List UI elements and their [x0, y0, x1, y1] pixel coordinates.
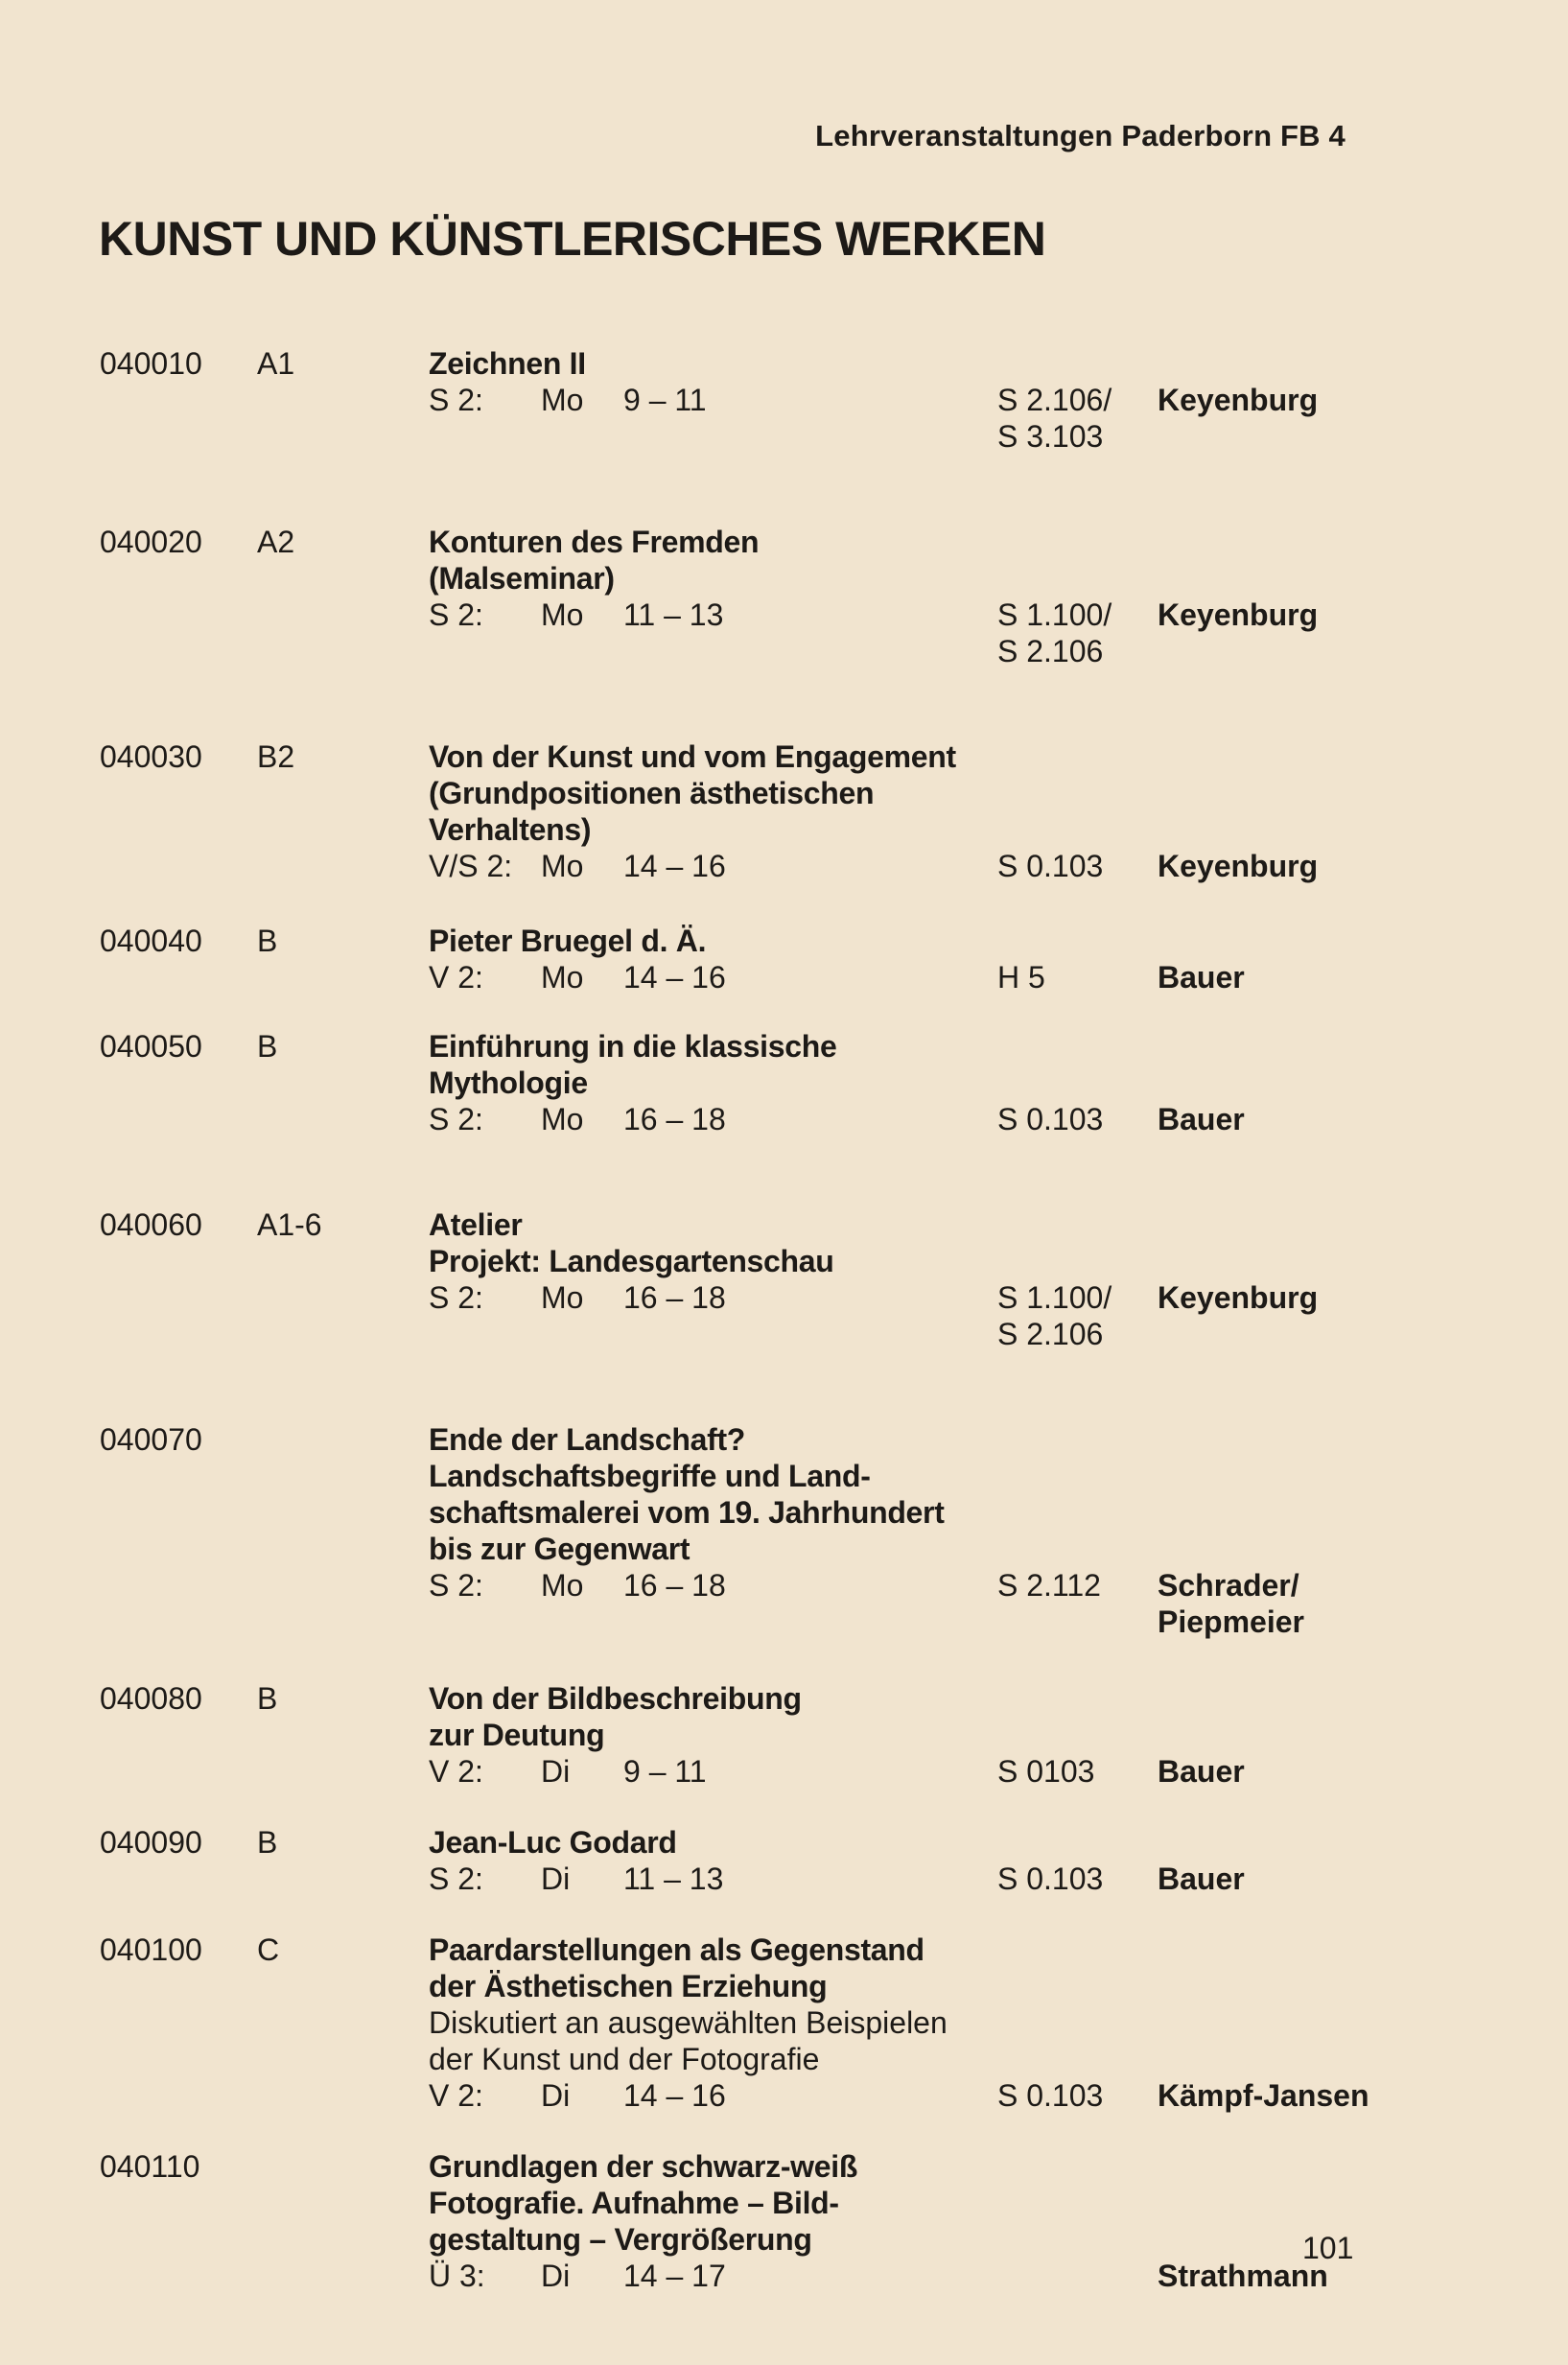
page-number: 101 [1302, 2231, 1354, 2265]
course-room [997, 1279, 1112, 1352]
course-code: B [257, 1825, 278, 1860]
course-room [997, 1567, 1101, 1604]
session-time: 16 – 18 [623, 1568, 726, 1603]
room-line: S 0.103 [997, 1862, 1104, 1896]
course-list [0, 345, 1568, 2294]
session-day: Mo [541, 1568, 584, 1603]
course-description-line: Diskutiert an ausgewählten Beispielen [429, 2005, 948, 2040]
session-type: S 2: [429, 597, 483, 632]
room-line: S 1.100/ [997, 1280, 1112, 1315]
course-entry [0, 1932, 1568, 2114]
course-title-line: Grundlagen der schwarz-weiß [429, 2149, 858, 2184]
session-time: 16 – 18 [623, 1102, 726, 1136]
course-lecturer [1158, 959, 1245, 995]
session-time: 16 – 18 [623, 1280, 726, 1315]
course-body [429, 2148, 985, 2294]
session-day: Di [541, 1754, 571, 1789]
course-body [429, 738, 985, 884]
session-day: Mo [541, 849, 584, 883]
course-lecturer [1158, 1279, 1318, 1316]
lecturer-line: Strathmann [1158, 2259, 1328, 2293]
room-line: S 1.100/ [997, 597, 1112, 632]
course-number: 040020 [100, 525, 202, 559]
course-lecturer [1158, 1753, 1245, 1790]
course-room [997, 1861, 1103, 1897]
course-room [997, 848, 1103, 884]
course-lecturer [1158, 597, 1318, 633]
session-time: 11 – 13 [623, 597, 724, 632]
course-number: 040110 [100, 2149, 200, 2184]
session-type: V 2: [429, 1754, 483, 1789]
course-body [429, 1421, 985, 1604]
room-line: S 0.103 [997, 849, 1104, 883]
course-title-line: der Ästhetischen Erziehung [429, 1969, 828, 2003]
session-day: Mo [541, 960, 584, 995]
course-code: B2 [257, 739, 295, 774]
session-time: 14 – 16 [623, 2078, 726, 2113]
session-day: Mo [541, 383, 584, 417]
session-day: Di [541, 2078, 571, 2113]
room-line: S 2.106 [997, 1317, 1104, 1351]
course-code: B [257, 924, 278, 958]
session-time: 14 – 17 [623, 2259, 726, 2293]
session-type: V/S 2: [429, 849, 513, 883]
running-header: Lehrveranstaltungen Paderborn FB 4 [815, 119, 1346, 152]
course-schedule [429, 1567, 985, 1604]
course-body [429, 524, 985, 633]
session-time: 9 – 11 [623, 383, 707, 417]
lecturer-line: Bauer [1158, 1754, 1245, 1789]
course-lecturer [1158, 848, 1318, 884]
course-entry [0, 2148, 1568, 2294]
course-schedule [429, 2258, 985, 2294]
course-title-line: Fotografie. Aufnahme – Bild- [429, 2186, 839, 2220]
course-entry [0, 524, 1568, 669]
course-title-line: Mythologie [429, 1065, 588, 1100]
course-entry [0, 1824, 1568, 1897]
course-title-line: Von der Kunst und vom Engagement [429, 739, 956, 774]
course-entry [0, 1028, 1568, 1137]
course-code: C [257, 1932, 280, 1967]
course-title-line: Zeichnen II [429, 346, 586, 381]
course-number: 040040 [100, 924, 202, 958]
course-lecturer [1158, 1101, 1245, 1137]
lecturer-line: Keyenburg [1158, 383, 1319, 417]
course-code: A1-6 [257, 1207, 322, 1242]
course-lecturer [1158, 2077, 1369, 2114]
course-schedule [429, 1279, 985, 1316]
course-body [429, 345, 985, 418]
course-title-line: Verhaltens) [429, 812, 592, 847]
course-entry [0, 1206, 1568, 1352]
session-day: Mo [541, 597, 584, 632]
course-schedule [429, 1101, 985, 1137]
course-schedule [429, 848, 985, 884]
course-title-line: (Malseminar) [429, 561, 615, 596]
course-schedule [429, 1861, 985, 1897]
course-room [997, 382, 1112, 455]
lecturer-line: Schrader/ [1158, 1568, 1299, 1603]
course-body [429, 1028, 985, 1137]
course-body [429, 1824, 985, 1897]
room-line: S 0.103 [997, 1102, 1104, 1136]
course-number: 040060 [100, 1207, 202, 1242]
course-title-line: bis zur Gegenwart [429, 1532, 690, 1566]
course-title-line: Jean-Luc Godard [429, 1825, 677, 1860]
course-title-line: zur Deutung [429, 1718, 605, 1752]
session-type: V 2: [429, 2078, 483, 2113]
course-description-line: der Kunst und der Fotografie [429, 2042, 820, 2076]
lecturer-line: Keyenburg [1158, 1280, 1319, 1315]
lecturer-line: Bauer [1158, 1102, 1245, 1136]
course-title-line: Pieter Bruegel d. Ä. [429, 924, 707, 958]
course-entry [0, 345, 1568, 455]
session-type: S 2: [429, 1280, 483, 1315]
session-time: 9 – 11 [623, 1754, 707, 1789]
course-title-line: gestaltung – Vergrößerung [429, 2222, 812, 2257]
session-type: Ü 3: [429, 2259, 485, 2293]
course-lecturer [1158, 382, 1318, 418]
course-body [429, 1206, 985, 1316]
course-code: A1 [257, 346, 295, 381]
room-line: H 5 [997, 960, 1045, 995]
session-type: S 2: [429, 383, 483, 417]
course-entry [0, 1421, 1568, 1640]
course-schedule [429, 2077, 985, 2114]
session-type: S 2: [429, 1102, 483, 1136]
session-type: S 2: [429, 1862, 483, 1896]
course-title-line: Konturen des Fremden [429, 525, 760, 559]
session-day: Mo [541, 1102, 584, 1136]
course-schedule [429, 382, 985, 418]
course-number: 040080 [100, 1681, 202, 1716]
course-schedule [429, 597, 985, 633]
session-day: Di [541, 2259, 571, 2293]
lecturer-line: Bauer [1158, 1862, 1245, 1896]
session-type: S 2: [429, 1568, 483, 1603]
course-room [997, 1753, 1094, 1790]
course-number: 040010 [100, 346, 202, 381]
course-body [429, 1680, 985, 1790]
lecturer-line: Kämpf-Jansen [1158, 2078, 1369, 2113]
course-number: 040070 [100, 1422, 202, 1457]
course-room [997, 1101, 1103, 1137]
course-schedule [429, 959, 985, 995]
session-time: 11 – 13 [623, 1862, 724, 1896]
session-day: Mo [541, 1280, 584, 1315]
course-number: 040050 [100, 1029, 202, 1064]
course-entry [0, 738, 1568, 884]
course-schedule [429, 1753, 985, 1790]
course-title-line: Von der Bildbeschreibung [429, 1681, 802, 1716]
course-room [997, 2077, 1103, 2114]
page-title: KUNST UND KÜNSTLERISCHES WERKEN [99, 212, 1046, 266]
lecturer-line: Piepmeier [1158, 1604, 1304, 1639]
course-body [429, 1932, 985, 2114]
room-line: S 2.106/ [997, 383, 1112, 417]
session-type: V 2: [429, 960, 483, 995]
session-time: 14 – 16 [623, 960, 726, 995]
course-code: A2 [257, 525, 295, 559]
course-lecturer [1158, 1567, 1304, 1640]
course-room [997, 959, 1045, 995]
lecturer-line: Keyenburg [1158, 849, 1319, 883]
course-number: 040090 [100, 1825, 202, 1860]
course-lecturer [1158, 1861, 1245, 1897]
course-title-line: schaftsmalerei vom 19. Jahrhundert [429, 1495, 945, 1530]
course-body [429, 923, 985, 995]
course-title-line: (Grundpositionen ästhetischen [429, 776, 875, 810]
course-title-line: Ende der Landschaft? [429, 1422, 746, 1457]
session-day: Di [541, 1862, 571, 1896]
course-title-line: Landschaftsbegriffe und Land- [429, 1459, 871, 1493]
room-line: S 2.106 [997, 634, 1104, 668]
room-line: S 0103 [997, 1754, 1095, 1789]
course-code: B [257, 1029, 278, 1064]
course-title-line: Projekt: Landesgartenschau [429, 1244, 834, 1278]
course-code: B [257, 1681, 278, 1716]
course-title-line: Paardarstellungen als Gegenstand [429, 1932, 924, 1967]
room-line: S 0.103 [997, 2078, 1104, 2113]
lecturer-line: Keyenburg [1158, 597, 1319, 632]
course-entry [0, 923, 1568, 995]
course-number: 040030 [100, 739, 202, 774]
session-time: 14 – 16 [623, 849, 726, 883]
room-line: S 2.112 [997, 1568, 1101, 1603]
lecturer-line: Bauer [1158, 960, 1245, 995]
course-entry [0, 1680, 1568, 1790]
course-title-line: Einführung in die klassische [429, 1029, 837, 1064]
course-number: 040100 [100, 1932, 202, 1967]
room-line: S 3.103 [997, 419, 1104, 454]
course-title-line: Atelier [429, 1207, 523, 1242]
course-room [997, 597, 1112, 669]
